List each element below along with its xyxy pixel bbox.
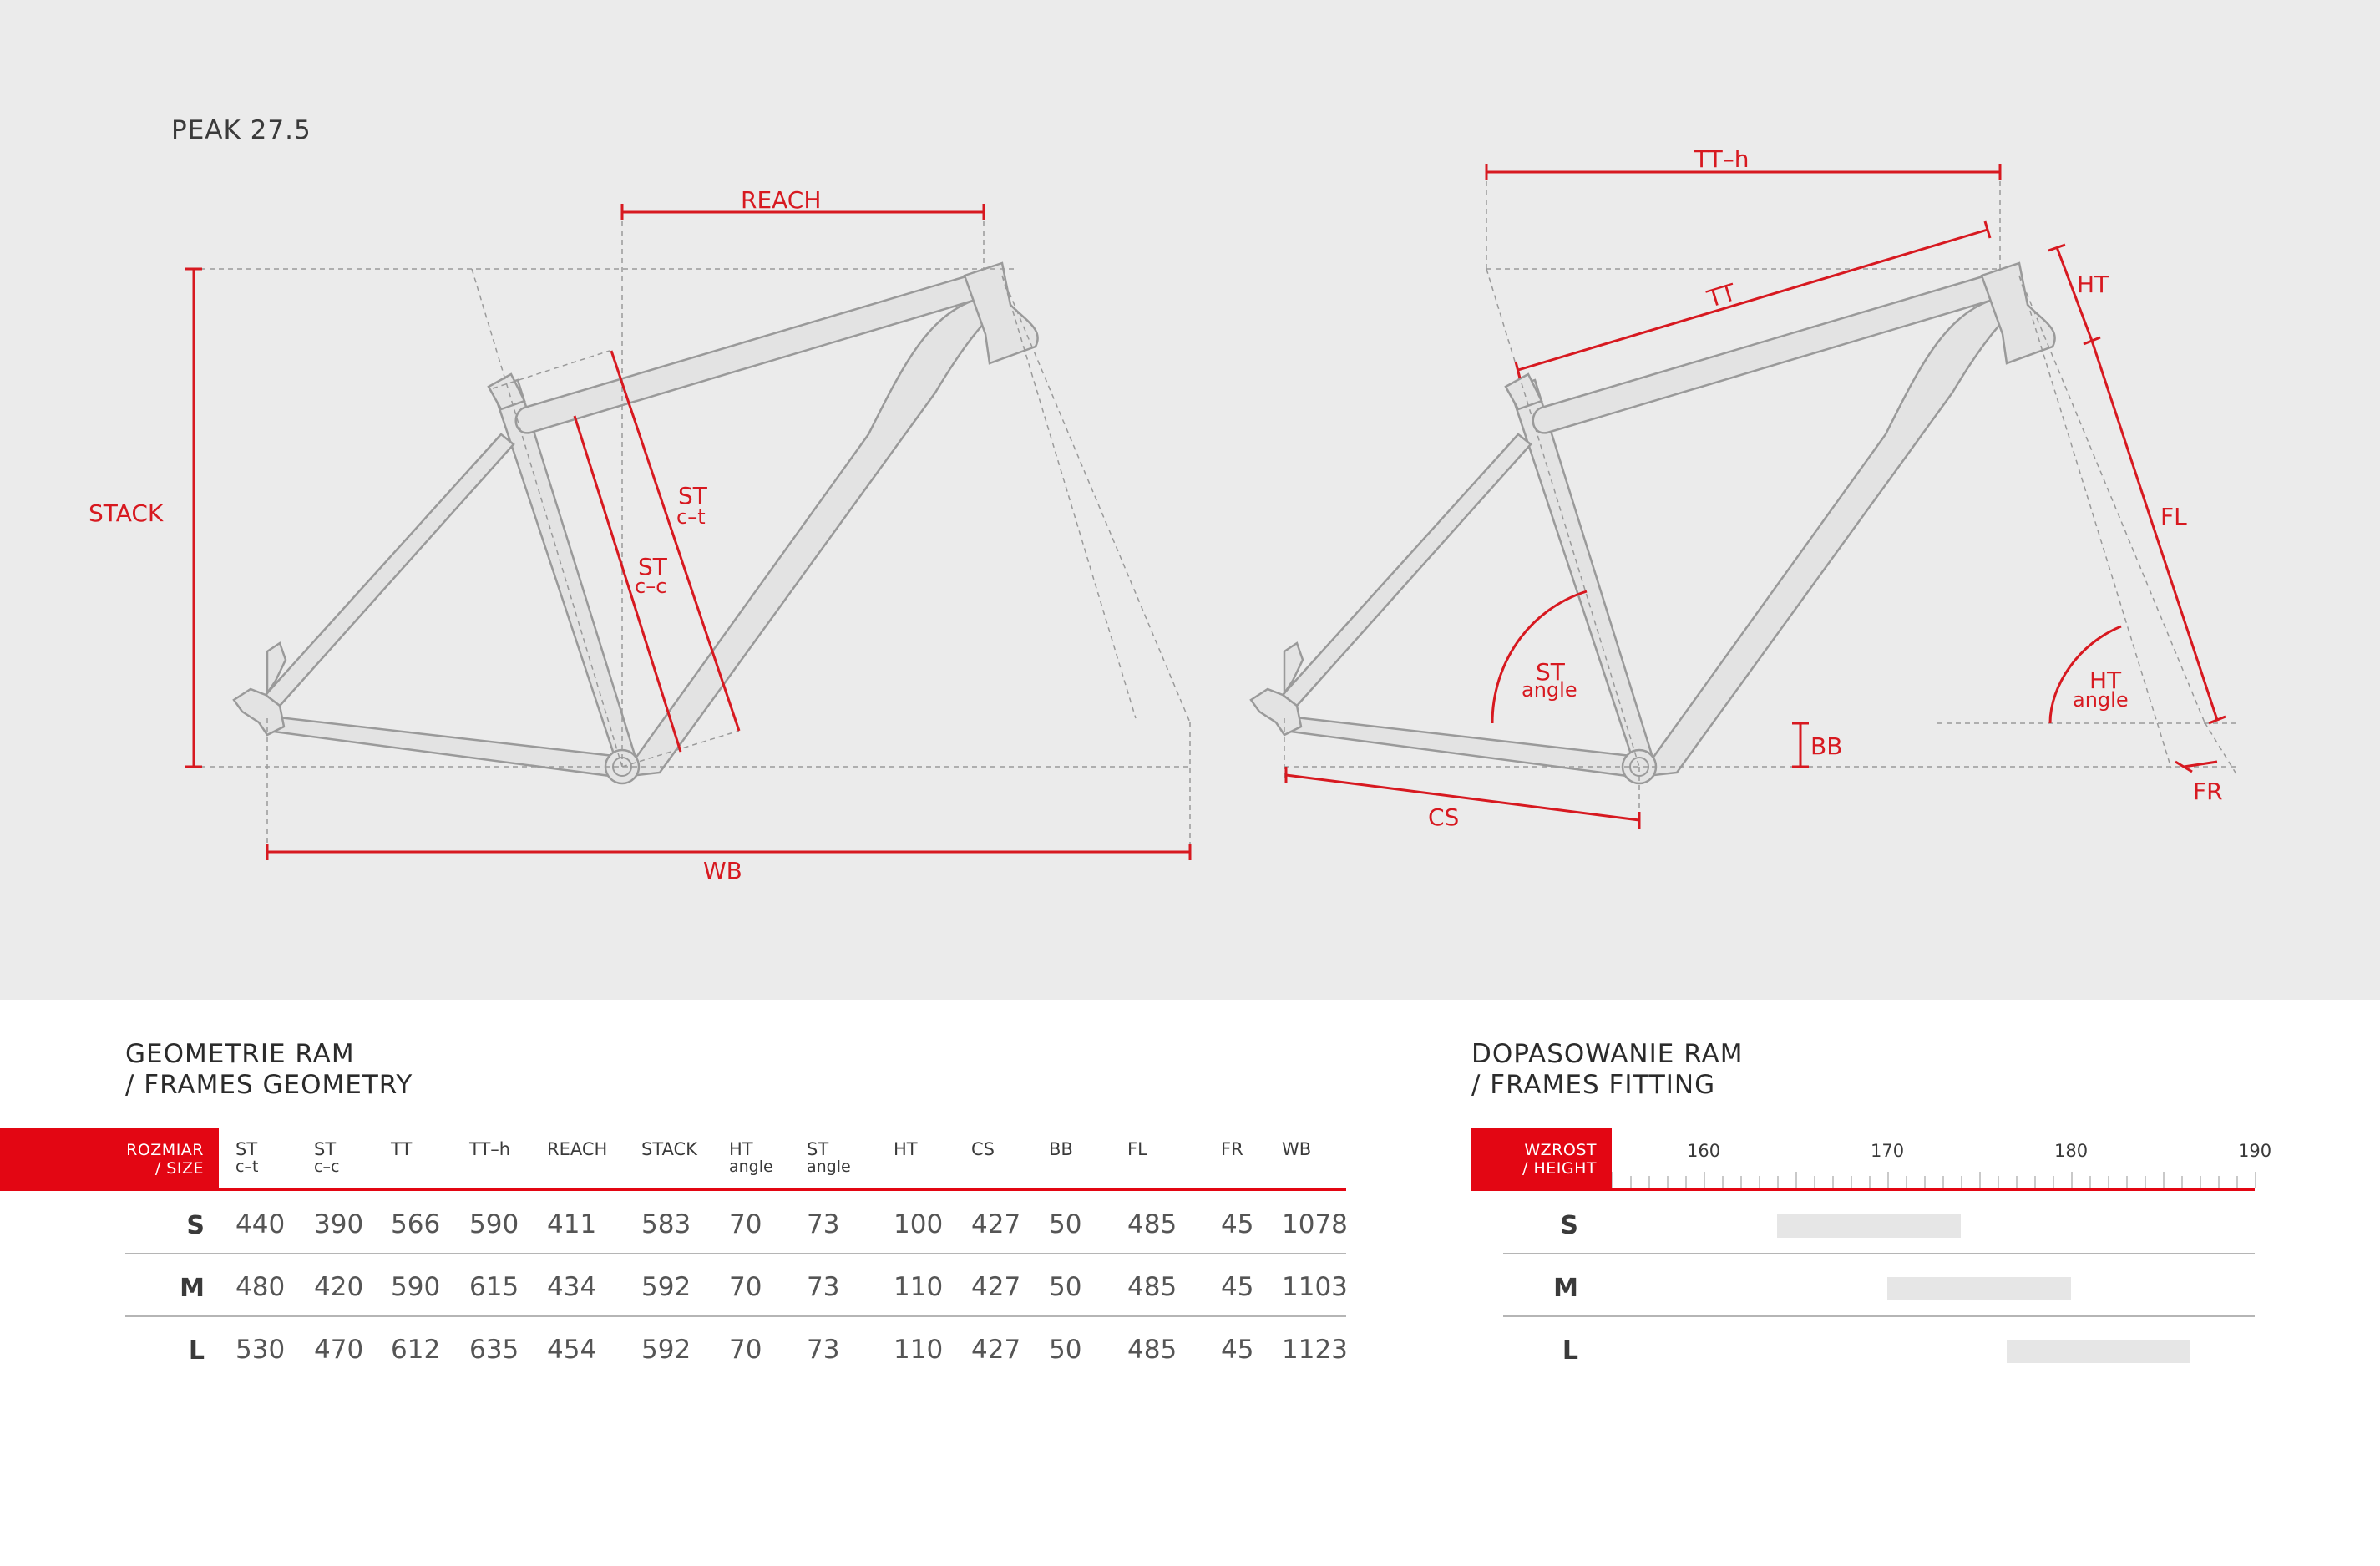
geometry-row-divider <box>125 1253 1346 1254</box>
geometry-cell: 590 <box>469 1209 519 1239</box>
geometry-cell: 427 <box>971 1272 1021 1302</box>
column-header-11: FL <box>1127 1139 1147 1159</box>
column-header-0: ST c–t <box>235 1139 259 1176</box>
column-header-10: BB <box>1049 1139 1073 1159</box>
geometry-cell: 485 <box>1127 1272 1177 1302</box>
geometry-cell: 73 <box>807 1335 840 1365</box>
height-scale-label: 180 <box>2054 1141 2089 1161</box>
geometry-cell: 45 <box>1221 1335 1254 1365</box>
label-fl: FL <box>2160 503 2187 530</box>
label-bb: BB <box>1810 732 1843 760</box>
geometry-cell: 1103 <box>1282 1272 1348 1302</box>
geometry-cell: 615 <box>469 1272 519 1302</box>
geometry-cell: 592 <box>641 1272 691 1302</box>
column-header-3: TT–h <box>469 1139 511 1159</box>
fitting-range-bar <box>1777 1214 1961 1238</box>
column-header-8: HT <box>894 1139 918 1159</box>
height-scale-tick <box>2236 1176 2238 1188</box>
geometry-cell: 583 <box>641 1209 691 1239</box>
height-scale-tick <box>2255 1172 2256 1188</box>
geometry-cell: 454 <box>547 1335 597 1365</box>
height-scale-tick <box>1740 1176 1742 1188</box>
geometry-cell: 110 <box>894 1272 944 1302</box>
label-tt-h: TT–h <box>1694 145 1750 173</box>
svg-text:c–c: c–c <box>635 575 667 598</box>
geometry-cell: 434 <box>547 1272 597 1302</box>
geometry-cell: 480 <box>235 1272 286 1302</box>
height-scale-label: 190 <box>2238 1141 2272 1161</box>
geometry-cell: 1123 <box>1282 1335 1348 1365</box>
geometry-header-rule <box>219 1188 1346 1191</box>
height-scale-tick <box>1685 1176 1687 1188</box>
geometry-cell: 1078 <box>1282 1209 1348 1239</box>
label-tt: TT <box>1704 278 1739 313</box>
fitting-row-divider <box>1503 1253 2255 1254</box>
geometry-cell: 70 <box>729 1272 762 1302</box>
fitting-title: DOPASOWANIE RAM / FRAMES FITTING <box>1471 1039 1744 1100</box>
geometry-cell: 100 <box>894 1209 944 1239</box>
height-scale-tick <box>2126 1176 2128 1188</box>
column-header-1: ST c–c <box>314 1139 340 1176</box>
column-header-9: CS <box>971 1139 995 1159</box>
height-scale-tick <box>1648 1176 1650 1188</box>
height-header-band <box>1471 1128 1612 1191</box>
geometry-cell: 427 <box>971 1209 1021 1239</box>
geometry-cell: 420 <box>314 1272 364 1302</box>
height-scale-tick <box>2071 1172 2073 1188</box>
height-scale-tick <box>1942 1176 1944 1188</box>
fitting-row-size: M <box>1553 1274 1578 1303</box>
geometry-cell: 50 <box>1049 1209 1082 1239</box>
height-scale-tick <box>1612 1172 1613 1188</box>
model-title: PEAK 27.5 <box>171 115 311 145</box>
geometry-cell: 427 <box>971 1335 1021 1365</box>
svg-text:c–t: c–t <box>676 505 706 529</box>
height-scale-tick <box>2163 1172 2165 1188</box>
label-fr: FR <box>2193 778 2223 805</box>
height-header-label: WZROST / HEIGHT <box>1522 1141 1597 1178</box>
height-scale-tick <box>1832 1176 1834 1188</box>
label-wb: WB <box>703 857 742 884</box>
height-scale-tick <box>1998 1176 1999 1188</box>
frame-drawing-right <box>1251 263 2055 783</box>
fitting-header-rule <box>1612 1188 2255 1191</box>
height-scale-tick <box>1795 1172 1797 1188</box>
height-scale-tick <box>1961 1176 1962 1188</box>
height-scale-tick <box>1979 1172 1981 1188</box>
label-st-angle: ST <box>1536 658 1565 686</box>
label-st-ct: ST <box>678 482 707 509</box>
geometry-cell: 45 <box>1221 1272 1254 1302</box>
geometry-title: GEOMETRIE RAM / FRAMES GEOMETRY <box>125 1039 413 1100</box>
geometry-cell: 470 <box>314 1335 364 1365</box>
height-scale-tick <box>1887 1172 1889 1188</box>
geometry-cell: 590 <box>391 1272 441 1302</box>
height-scale-label: 160 <box>1687 1141 1721 1161</box>
height-scale-tick <box>1704 1172 1705 1188</box>
geometry-cell: 635 <box>469 1335 519 1365</box>
height-scale-tick <box>2089 1176 2091 1188</box>
column-header-5: STACK <box>641 1139 697 1159</box>
geometry-cell: 70 <box>729 1209 762 1239</box>
height-scale-tick <box>2053 1176 2054 1188</box>
fitting-row-divider <box>1503 1315 2255 1317</box>
geometry-cell: 411 <box>547 1209 597 1239</box>
label-ht-angle: HT <box>2089 666 2122 694</box>
height-scale-tick <box>2181 1176 2183 1188</box>
size-header-label: ROZMIAR / SIZE <box>126 1141 204 1178</box>
column-header-6: HT angle <box>729 1139 773 1176</box>
column-header-13: WB <box>1282 1139 1312 1159</box>
label-stack: STACK <box>89 499 164 527</box>
geometry-row-divider <box>125 1315 1346 1317</box>
height-scale-tick <box>2034 1176 2036 1188</box>
geometry-cell: 73 <box>807 1209 840 1239</box>
svg-text:angle: angle <box>1522 678 1577 702</box>
height-scale-tick <box>2200 1176 2201 1188</box>
geometry-cell: 50 <box>1049 1272 1082 1302</box>
geometry-cell: 592 <box>641 1335 691 1365</box>
frame-drawing-left <box>234 263 1038 783</box>
height-scale-tick <box>1851 1176 1852 1188</box>
column-header-2: TT <box>391 1139 413 1159</box>
column-header-4: REACH <box>547 1139 608 1159</box>
label-ht: HT <box>2077 271 2109 298</box>
height-scale-tick <box>2145 1176 2146 1188</box>
geometry-cell: 485 <box>1127 1335 1177 1365</box>
height-scale-tick <box>2218 1176 2220 1188</box>
height-scale-tick <box>2108 1176 2109 1188</box>
geometry-row-size: L <box>188 1336 205 1366</box>
geometry-cell: 390 <box>314 1209 364 1239</box>
geometry-cell: 566 <box>391 1209 441 1239</box>
geometry-cell: 612 <box>391 1335 441 1365</box>
geometry-row-size: M <box>180 1274 205 1303</box>
height-scale-tick <box>1777 1176 1779 1188</box>
height-scale-tick <box>1722 1176 1724 1188</box>
column-header-7: ST angle <box>807 1139 851 1176</box>
svg-text:angle: angle <box>2073 688 2129 712</box>
height-scale-tick <box>1814 1176 1815 1188</box>
height-scale-tick <box>1667 1176 1669 1188</box>
fitting-row-size: S <box>1560 1211 1578 1240</box>
column-header-12: FR <box>1221 1139 1243 1159</box>
height-scale-tick <box>1869 1176 1871 1188</box>
height-scale-tick <box>1759 1176 1760 1188</box>
height-scale-tick <box>1906 1176 1907 1188</box>
geometry-cell: 110 <box>894 1335 944 1365</box>
label-st-cc: ST <box>638 553 667 580</box>
height-scale-tick <box>1630 1176 1632 1188</box>
fitting-range-bar <box>2007 1340 2190 1363</box>
geometry-row-size: S <box>186 1211 205 1240</box>
geometry-cell: 73 <box>807 1272 840 1302</box>
geometry-cell: 530 <box>235 1335 286 1365</box>
fitting-row-size: L <box>1562 1336 1578 1366</box>
size-header-band <box>0 1128 219 1191</box>
geometry-cell: 70 <box>729 1335 762 1365</box>
fitting-range-bar <box>1887 1277 2071 1300</box>
height-scale-tick <box>2016 1176 2018 1188</box>
label-cs: CS <box>1428 803 1460 831</box>
height-scale-label: 170 <box>1871 1141 1905 1161</box>
geometry-cell: 485 <box>1127 1209 1177 1239</box>
geometry-cell: 440 <box>235 1209 286 1239</box>
label-reach: REACH <box>741 186 822 214</box>
height-scale-tick <box>1924 1176 1926 1188</box>
geometry-cell: 50 <box>1049 1335 1082 1365</box>
geometry-cell: 45 <box>1221 1209 1254 1239</box>
